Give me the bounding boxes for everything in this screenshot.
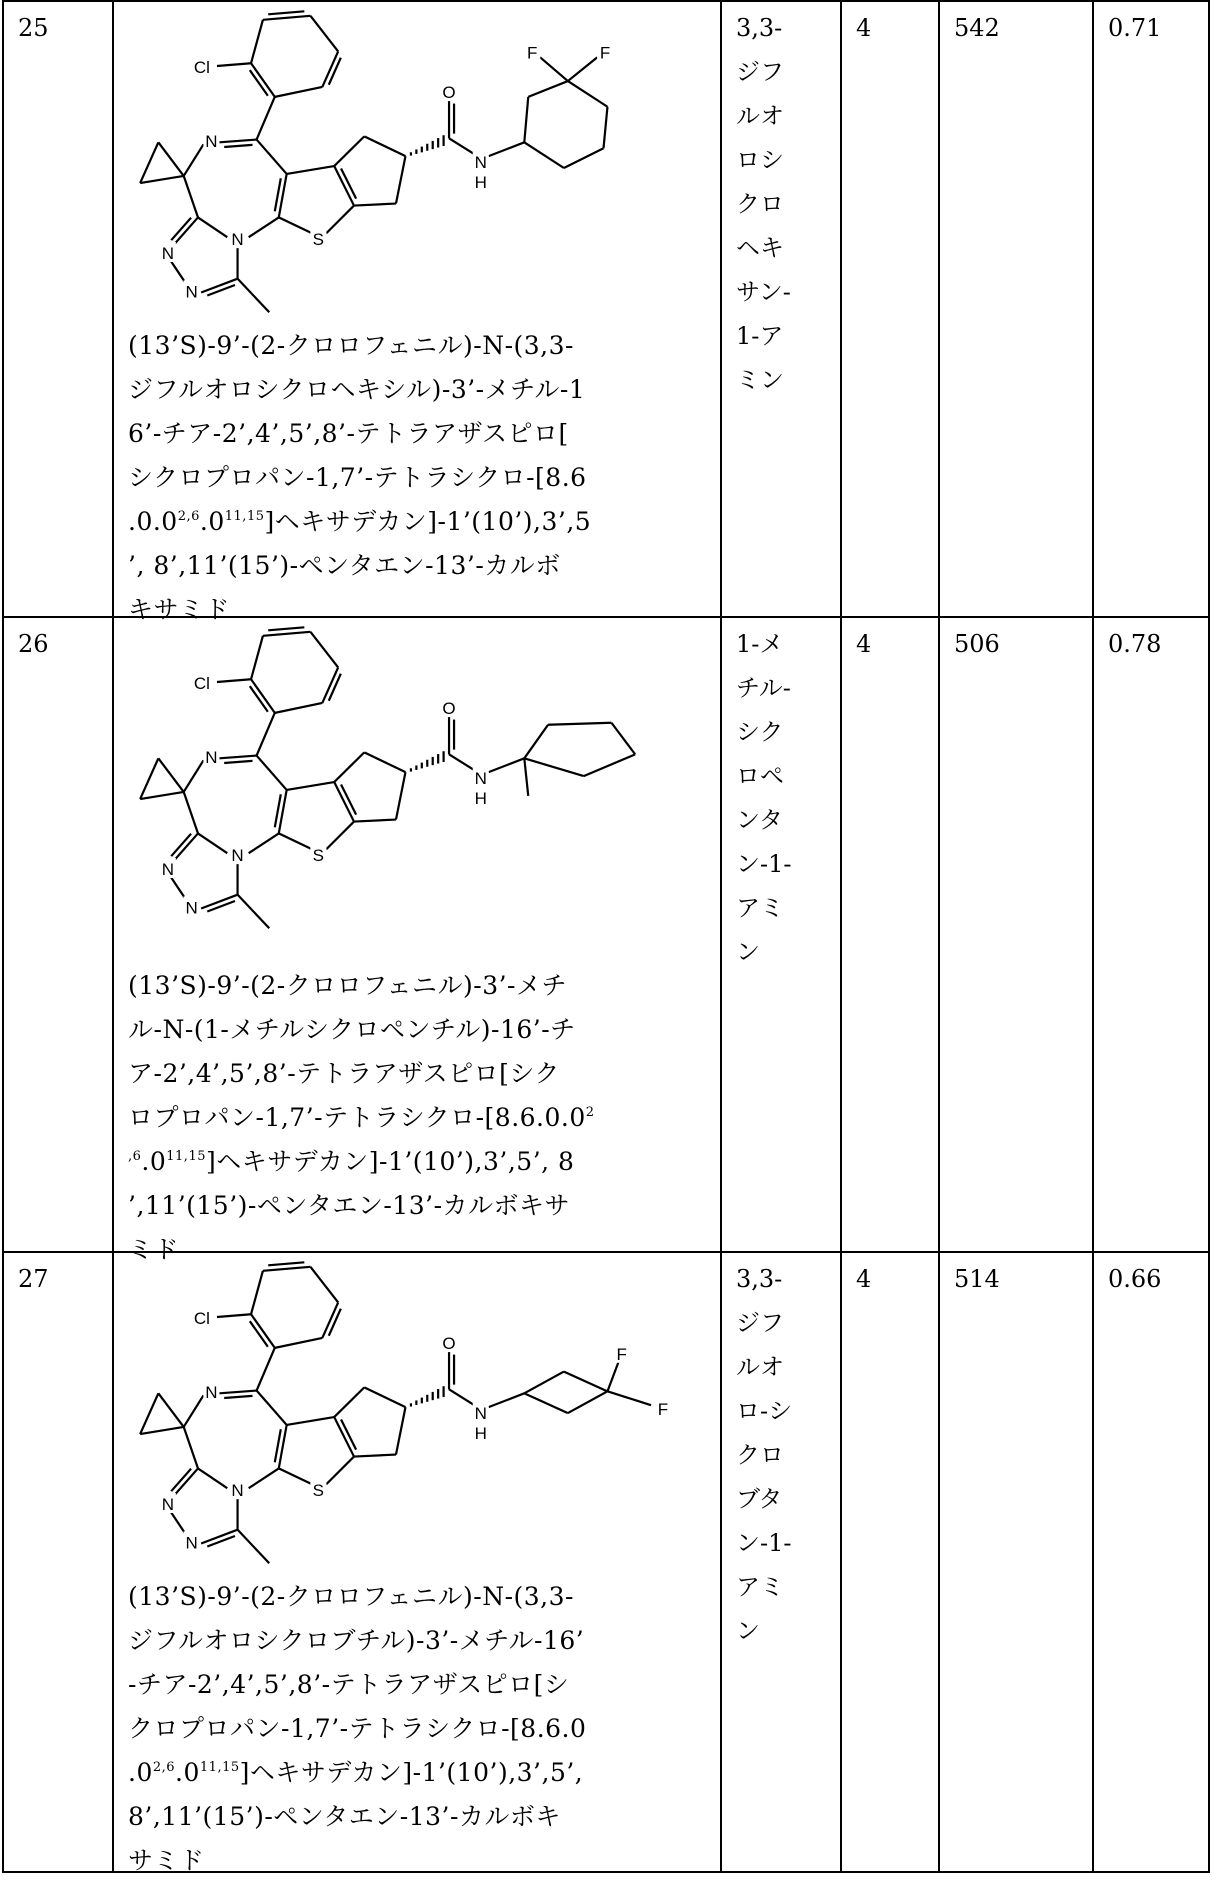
bond: [140, 1427, 184, 1434]
bond: [334, 1417, 354, 1457]
amine-name-line: 1-メ: [736, 622, 840, 666]
name-segment: 8’,11’(15’)-ペンタエン-13’-カルボキ: [128, 1802, 561, 1831]
name-segment: (13’S)-9’-(2-クロロフェニル)-N-(3,3-: [128, 1582, 574, 1611]
sulfur-label: S: [313, 1481, 324, 1500]
value-cell: [1092, 2, 1210, 616]
bond: [568, 1391, 608, 1413]
bond: [275, 703, 323, 713]
amide-nitrogen-label: N: [475, 1404, 487, 1423]
bond: [184, 792, 198, 834]
bond-double: [224, 1396, 252, 1398]
sulfur-label: S: [313, 846, 324, 865]
bond: [219, 1391, 256, 1394]
chlorine-label: Cl: [194, 58, 210, 77]
table-row: [2, 616, 1210, 1251]
bond: [158, 758, 183, 792]
example-number-text: 25: [4, 2, 112, 50]
compound-name-line: [128, 456, 591, 500]
bond: [184, 760, 204, 792]
amine-cell: [720, 1253, 840, 1871]
bond: [489, 758, 525, 772]
bond: [604, 107, 608, 149]
example-number-cell: [2, 2, 112, 616]
bond: [564, 148, 604, 168]
bond: [568, 57, 597, 81]
bond: [140, 758, 158, 799]
name-segment: .0.0: [128, 507, 178, 536]
bond: [584, 754, 635, 776]
nitrogen-label: N: [231, 846, 243, 865]
name-segment: 6’-チア-2’,4’,5’,8’-テトラアザスピロ[: [128, 419, 569, 448]
amine-cell: [720, 618, 840, 1251]
name-segment: ’,11’(15’)-ペンタエン-13’-カルボキサ: [128, 1191, 570, 1220]
compound-name-line: [128, 1575, 586, 1619]
nitrogen-label: N: [205, 1383, 217, 1402]
name-superscript: ,6: [128, 1149, 141, 1164]
amine-name-line: サン-: [736, 270, 840, 314]
compound-name-line: [128, 1096, 595, 1140]
bond: [334, 752, 364, 782]
bond: [184, 1427, 198, 1469]
name-segment: ]ヘキサデカン]-1’(10’),3’,5’, 8: [206, 1147, 574, 1176]
bond: [184, 144, 204, 176]
value-text: 0.71: [1094, 2, 1208, 50]
name-segment: .0: [175, 1758, 200, 1787]
bond: [287, 1417, 335, 1425]
compound-name-line: [128, 1795, 586, 1839]
nitrogen-label: N: [162, 1495, 174, 1514]
bond: [287, 782, 335, 790]
amine-name-line: ジフ: [736, 1301, 840, 1345]
bond: [251, 63, 275, 97]
compound-name: [128, 324, 591, 632]
bond: [524, 725, 548, 759]
amine-name-line: ルオ: [736, 1345, 840, 1389]
bond: [279, 1468, 312, 1484]
name-superscript: 2,6: [178, 509, 200, 524]
bond: [310, 632, 338, 668]
amide-hydrogen-label: H: [475, 789, 487, 808]
amine-name-line: クロ: [736, 182, 840, 226]
amine-cell: [720, 2, 840, 616]
bond: [251, 1271, 263, 1314]
bond: [217, 679, 251, 682]
method-text: 4: [842, 618, 938, 666]
bond: [251, 679, 275, 713]
bond: [287, 166, 335, 174]
bond: [251, 1314, 275, 1348]
bond: [528, 81, 568, 97]
fluorine-label: F: [658, 1400, 668, 1419]
mass-cell: [938, 2, 1092, 616]
mass-text: 514: [940, 1253, 1092, 1301]
amine-name-line: ロペ: [736, 754, 840, 798]
name-superscript: 2: [586, 1105, 595, 1120]
bond-double: [224, 145, 252, 147]
bond: [326, 822, 354, 850]
chemical-structure: [114, 1253, 722, 1593]
bond: [251, 636, 263, 679]
bond: [251, 20, 263, 63]
bond: [524, 97, 528, 142]
nitrogen-label: N: [185, 898, 197, 917]
bond: [364, 752, 405, 772]
amine-name-line: 1-ア: [736, 314, 840, 358]
amine-name: [722, 2, 840, 402]
bond: [611, 723, 635, 755]
bond: [334, 1387, 364, 1417]
bond: [275, 87, 323, 97]
oxygen-label: O: [442, 699, 455, 718]
mass-cell: [938, 618, 1092, 1251]
value-text: 0.78: [1094, 618, 1208, 666]
compound-name: [128, 964, 595, 1272]
bond: [263, 16, 311, 20]
amine-name-line: ルオ: [736, 94, 840, 138]
name-segment: (13’S)-9’-(2-クロロフェニル)-N-(3,3-: [128, 331, 574, 360]
amine-name-line: 3,3-: [736, 1257, 840, 1301]
example-number-text: 26: [4, 618, 112, 666]
bond: [396, 156, 406, 203]
table-row: [2, 0, 1210, 616]
bond: [198, 217, 227, 237]
bond: [140, 142, 158, 183]
name-segment: シクロプロパン-1,7’-テトラシクロ-[8.6: [128, 463, 587, 492]
bond: [257, 713, 275, 756]
bond: [326, 206, 354, 234]
bond: [140, 176, 184, 183]
compound-name-line: [128, 544, 591, 588]
amine-name-line: ブタ: [736, 1477, 840, 1521]
structure-cell: [112, 2, 720, 616]
method-text: 4: [842, 1253, 938, 1301]
bond: [540, 57, 568, 81]
name-segment: ル-N-(1-メチルシクロペンチル)-16’-チ: [128, 1015, 576, 1044]
example-number-text: 27: [4, 1253, 112, 1301]
bond: [354, 820, 396, 822]
bond: [334, 166, 354, 206]
bond: [396, 1407, 406, 1454]
bond-double: [268, 11, 304, 14]
bond: [257, 1391, 287, 1425]
compound-name-line: [128, 1751, 586, 1795]
amine-name-line: ロシ: [736, 138, 840, 182]
compound-name-line: [128, 368, 591, 412]
bond: [217, 63, 251, 66]
bond: [354, 1455, 396, 1457]
bond-double: [207, 1536, 235, 1547]
amine-name-line: アミ: [736, 1565, 840, 1609]
amine-name-line: ン-1-: [736, 1521, 840, 1565]
name-segment: (13’S)-9’-(2-クロロフェニル)-3’-メチ: [128, 971, 567, 1000]
fluorine-label: F: [617, 1345, 627, 1364]
nitrogen-label: N: [185, 282, 197, 301]
bond-double: [329, 674, 341, 701]
name-segment: .0: [141, 1147, 166, 1176]
name-segment: ]ヘキサデカン]-1’(10’),3’,5’,: [240, 1758, 584, 1787]
bond: [449, 138, 474, 154]
bond: [524, 758, 528, 796]
bond: [249, 217, 279, 237]
value-cell: [1092, 618, 1210, 1251]
compound-table: [2, 0, 1210, 1872]
bond: [364, 136, 405, 156]
bond-double: [224, 761, 252, 763]
method-cell: [840, 618, 938, 1251]
bond-double: [268, 627, 304, 630]
bond: [334, 782, 354, 822]
bond: [364, 1387, 405, 1407]
method-cell: [840, 2, 938, 616]
method-cell: [840, 1253, 938, 1871]
bond: [198, 833, 227, 853]
amide-hydrogen-label: H: [475, 173, 487, 192]
name-segment: .0: [128, 1758, 153, 1787]
nitrogen-label: N: [205, 748, 217, 767]
chemical-structure: [114, 618, 722, 958]
bond: [548, 723, 611, 725]
oxygen-label: O: [442, 1334, 455, 1353]
bond: [275, 1338, 323, 1348]
name-segment: .0: [200, 507, 225, 536]
amine-name-line: チル-: [736, 666, 840, 710]
example-number-cell: [2, 618, 112, 1251]
nitrogen-label: N: [205, 132, 217, 151]
name-segment: サミド: [128, 1846, 205, 1875]
bond: [524, 758, 583, 776]
bond: [140, 792, 184, 799]
bond: [249, 833, 279, 853]
compound-name-line: [128, 500, 591, 544]
nitrogen-label: N: [162, 860, 174, 879]
amine-name-line: ンタ: [736, 798, 840, 842]
compound-name-line: [128, 1707, 586, 1751]
bond: [257, 140, 287, 174]
name-segment: -チア-2’,4’,5’,8’-テトラアザスピロ[シ: [128, 1670, 569, 1699]
value-text: 0.66: [1094, 1253, 1208, 1301]
bond: [449, 754, 474, 770]
bond: [568, 81, 608, 107]
bond: [524, 1372, 564, 1394]
bond-double: [207, 285, 235, 296]
bond: [158, 1393, 183, 1427]
bond-double: [329, 58, 341, 85]
compound-name-line: [128, 412, 591, 456]
bond: [310, 1267, 338, 1303]
amine-name-line: 3,3-: [736, 6, 840, 50]
fluorine-label: F: [600, 44, 610, 63]
bond: [219, 756, 256, 759]
name-segment: ア-2’,4’,5’,8’-テトラアザスピロ[シク: [128, 1059, 560, 1088]
amine-name-line: ミン: [736, 358, 840, 402]
bond: [217, 1314, 251, 1317]
compound-name-line: [128, 1008, 595, 1052]
compound-name-line: [128, 964, 595, 1008]
name-segment: ジフルオロシクロブチル)-3’-メチル-16’: [128, 1626, 584, 1655]
bond: [198, 1468, 227, 1488]
bond: [279, 833, 312, 849]
structure-cell: [112, 618, 720, 1251]
bond: [238, 279, 270, 313]
bond: [249, 1468, 279, 1488]
bond: [279, 217, 312, 233]
amine-name-line: シク: [736, 710, 840, 754]
bond: [310, 16, 338, 52]
bond-double: [329, 1309, 341, 1336]
name-segment: ジフルオロシクロヘキシル)-3’-メチル-1: [128, 375, 585, 404]
amine-name-line: ジフ: [736, 50, 840, 94]
bond: [158, 142, 183, 176]
amine-name: [722, 618, 840, 974]
chemical-structure: [114, 2, 722, 342]
bond: [257, 756, 287, 790]
nitrogen-label: N: [231, 1481, 243, 1500]
bond-double: [268, 1262, 304, 1265]
amine-name-line: アミ: [736, 886, 840, 930]
name-segment: ロプロパン-1,7’-テトラシクロ-[8.6.0.0: [128, 1103, 586, 1132]
bond: [334, 136, 364, 166]
bond: [489, 142, 525, 156]
amide-nitrogen-label: N: [475, 153, 487, 172]
amide-nitrogen-label: N: [475, 769, 487, 788]
compound-name-line: [128, 1839, 586, 1883]
example-number-cell: [2, 1253, 112, 1871]
bond: [524, 142, 564, 168]
bond: [326, 1457, 354, 1485]
bond: [184, 176, 198, 218]
chlorine-label: Cl: [194, 1309, 210, 1328]
compound-name-line: [128, 1619, 586, 1663]
sulfur-label: S: [313, 230, 324, 249]
chlorine-label: Cl: [194, 674, 210, 693]
bond: [263, 632, 311, 636]
name-superscript: 2,6: [153, 1760, 175, 1775]
compound-name-line: [128, 1140, 595, 1184]
bond: [140, 1393, 158, 1434]
amine-name-line: ン-1-: [736, 842, 840, 886]
nitrogen-label: N: [231, 230, 243, 249]
name-superscript: 11,15: [166, 1149, 206, 1164]
compound-name-line: [128, 1052, 595, 1096]
bond: [263, 1267, 311, 1271]
name-segment: クロプロパン-1,7’-テトラシクロ-[8.6.0: [128, 1714, 586, 1743]
bond: [396, 772, 406, 819]
amine-name-line: ロ-シ: [736, 1389, 840, 1433]
bond: [257, 97, 275, 140]
fluorine-label: F: [527, 44, 537, 63]
bond: [607, 1391, 651, 1405]
bond: [238, 1530, 270, 1564]
name-segment: ミド: [128, 1235, 179, 1264]
bond-double: [207, 901, 235, 912]
compound-name-line: [128, 324, 591, 368]
nitrogen-label: N: [162, 244, 174, 263]
name-segment: ]ヘキサデカン]-1’(10’),3’,5: [264, 507, 591, 536]
method-text: 4: [842, 2, 938, 50]
bond: [354, 204, 396, 206]
amide-hydrogen-label: H: [475, 1424, 487, 1443]
amine-name: [722, 1253, 840, 1653]
compound-name: [128, 1575, 586, 1883]
mass-text: 542: [940, 2, 1092, 50]
bond: [524, 1393, 568, 1413]
bond: [449, 1389, 474, 1405]
bond: [489, 1393, 525, 1407]
name-segment: ’, 8’,11’(15’)-ペンタエン-13’-カルボ: [128, 551, 561, 580]
value-cell: [1092, 1253, 1210, 1871]
table-row: [2, 1251, 1210, 1873]
compound-name-line: [128, 1663, 586, 1707]
mass-text: 506: [940, 618, 1092, 666]
name-superscript: 11,15: [225, 509, 265, 524]
nitrogen-label: N: [185, 1533, 197, 1552]
amine-name-line: ン: [736, 930, 840, 974]
amine-name-line: ヘキ: [736, 226, 840, 270]
bond: [238, 895, 270, 929]
bond: [219, 140, 256, 143]
compound-name-line: [128, 1184, 595, 1228]
bond: [257, 1348, 275, 1391]
amine-name-line: クロ: [736, 1433, 840, 1477]
bond: [607, 1360, 619, 1392]
name-segment: キサミド: [128, 595, 230, 624]
amine-name-line: ン: [736, 1609, 840, 1653]
oxygen-label: O: [442, 83, 455, 102]
bond: [184, 1395, 204, 1427]
name-superscript: 11,15: [200, 1760, 240, 1775]
mass-cell: [938, 1253, 1092, 1871]
bond: [564, 1372, 608, 1392]
structure-cell: [112, 1253, 720, 1871]
